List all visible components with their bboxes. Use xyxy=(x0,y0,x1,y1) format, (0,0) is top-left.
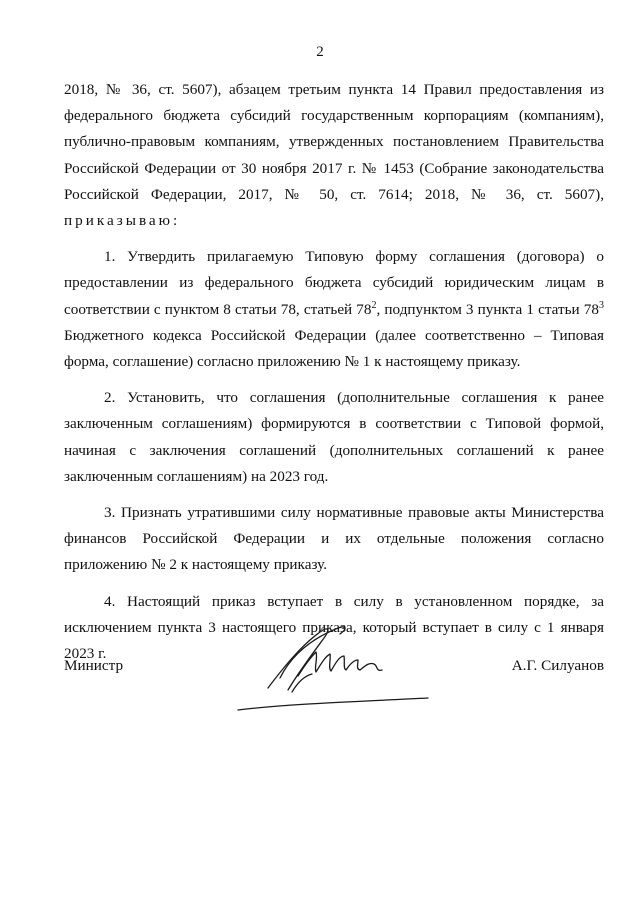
order-word: приказываю: xyxy=(64,212,181,230)
handwritten-signature xyxy=(228,618,438,718)
item-1-paragraph xyxy=(64,244,604,375)
item-4-paragraph: 4. Настоящий приказ вступает в силу в установленном порядке, за исключением пункта 3 настоящего приказа, который вступает в силу с 1 января 2023 г. xyxy=(64,592,604,663)
item-1-text-part2: , подпунктом 3 пункта 1 статьи 78 xyxy=(376,300,599,318)
item-1-superscript-1: 2 xyxy=(371,299,377,311)
page-number: 2 xyxy=(316,44,324,60)
item-3-paragraph: 3. Признать утратившими силу нормативные правовые акты Министерства финансов Российской Федерации и их отдельные положения согласно приложению № 2 к настоящему приказу. xyxy=(64,504,604,574)
document-body xyxy=(64,77,604,667)
intro-text: 2018, № 36, ст. 5607), абзацем третьим пункта 14 Правил предоставления из федерального бюджета субсидий государственным корпорациям (компаниям), публично-правовым компаниям, утвержденных постановлением Правительства Российской Федерации от 30 ноября 2017 г. № 1453 (Собрание законодательства Российской Федерации, 2017, № 50, ст. 7614; 2018, № 36, ст. 5607), xyxy=(64,81,604,203)
item-1-superscript-2: 3 xyxy=(598,299,604,311)
signatory-title: Министр xyxy=(64,657,124,674)
item-2-paragraph: 2. Установить, что соглашения (дополнительные соглашения к ранее заключенным соглашениям) формируются в соответствии с Типовой формой, начиная с заключения соглашений (дополнительных соглашений к ранее заключенным соглашениям) на 2023 год. xyxy=(64,389,604,485)
item-1-text-part1: 1. Утвердить прилагаемую Типовую форму соглашения (договора) о предоставлении из федерального бюджета субсидий юридическим лицам в соответствии с пунктом 8 статьи 78, статьей 78 xyxy=(64,248,604,318)
signatory-name: А.Г. Силуанов xyxy=(511,657,604,674)
item-1-text-part3: Бюджетного кодекса Российской Федерации (далее соответственно – Типовая форма, соглашение) согласно приложению № 1 к настоящему приказу. xyxy=(64,326,604,371)
intro-paragraph xyxy=(64,77,604,234)
